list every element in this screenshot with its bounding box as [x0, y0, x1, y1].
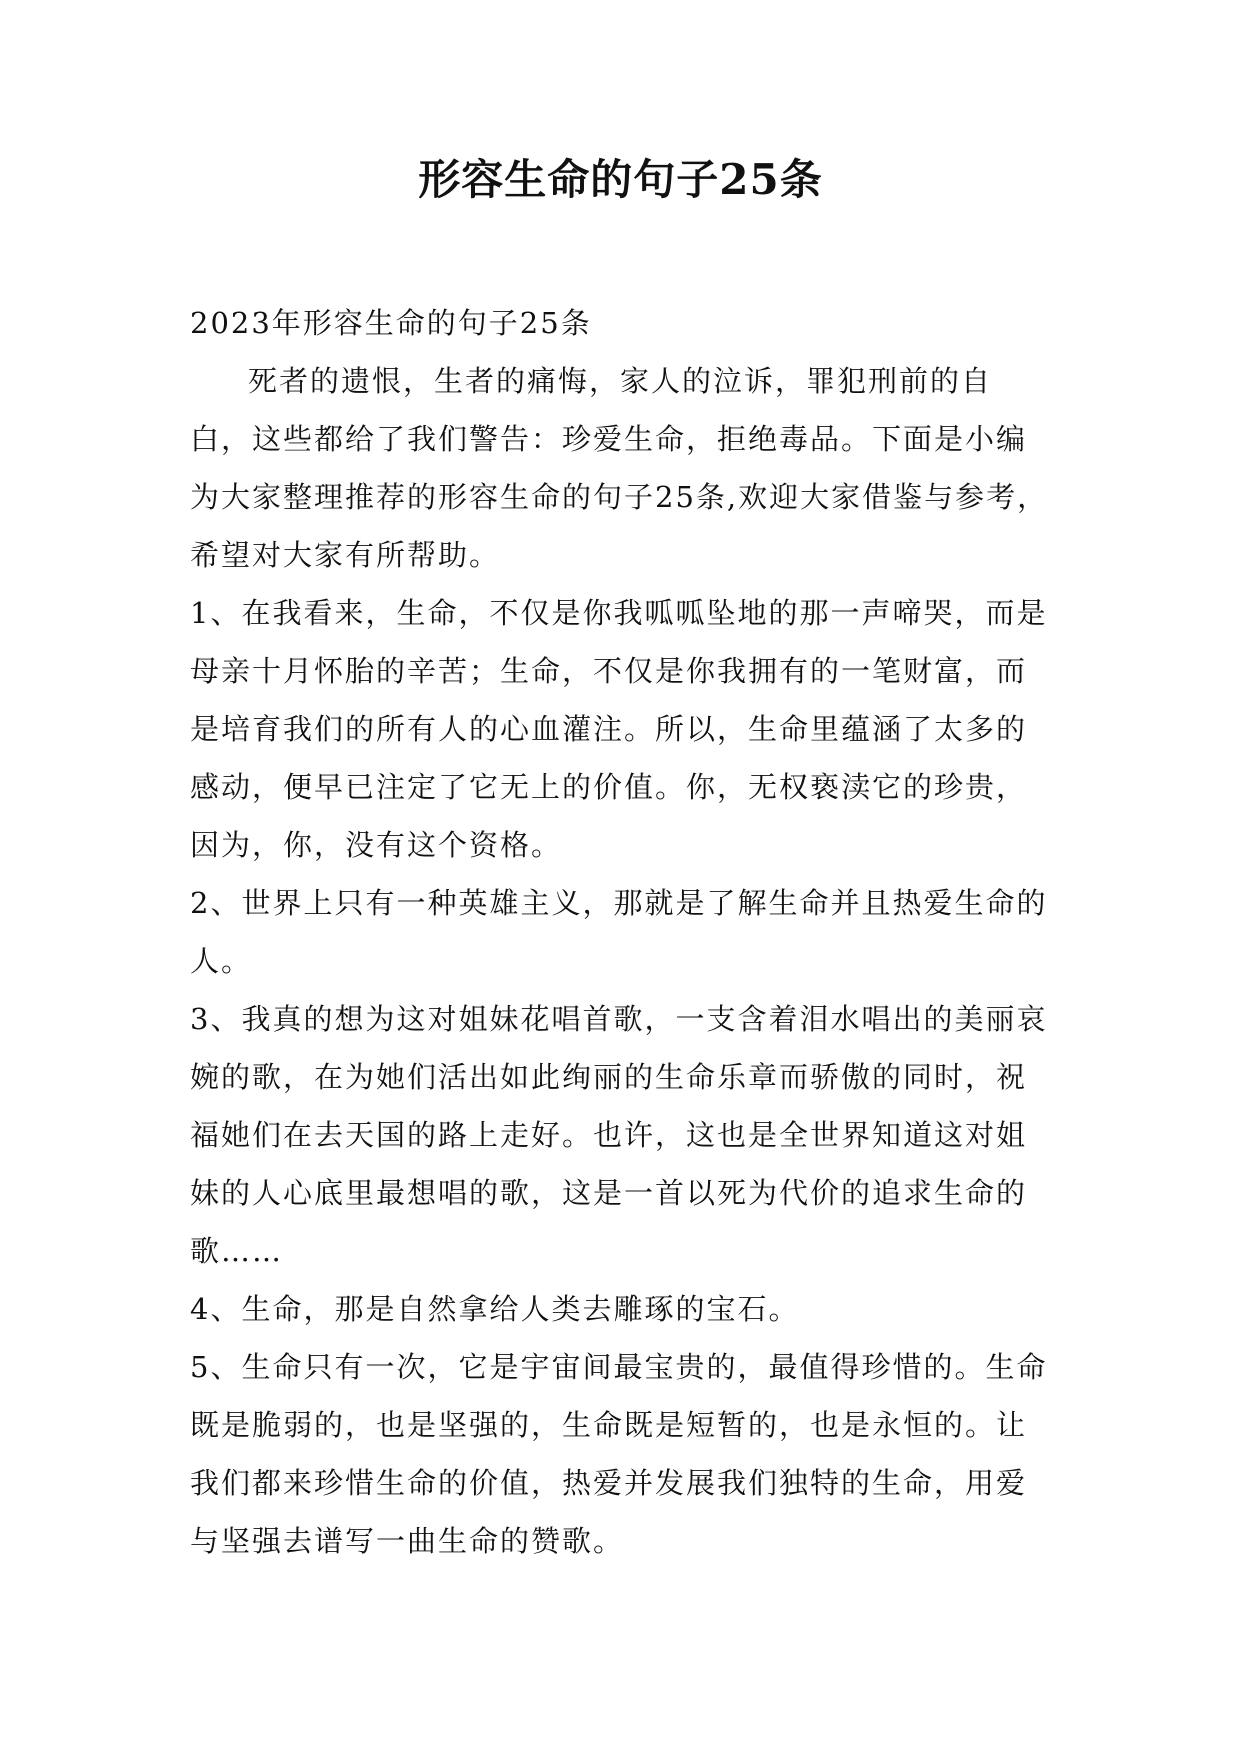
quote-item-4: 4、生命，那是自然拿给人类去雕琢的宝石。	[190, 1292, 800, 1326]
intro-paragraph: 死者的遗恨，生者的痛悔，家人的泣诉，罪犯刑前的自白，这些都给了我们警告：珍爱生命，拒绝毒品。下面是小编为大家整理推荐的形容生命的句子25条,欢迎大家借鉴与参考，希望对大家有所帮助。	[190, 364, 1049, 572]
document-subtitle: 2023年形容生命的句子25条	[190, 306, 592, 340]
document-title: 形容生命的句子25条	[418, 155, 823, 204]
document-body	[190, 294, 1052, 1570]
quote-item-3: 3、我真的想为这对姐妹花唱首歌，一支含着泪水唱出的美丽哀婉的歌，在为她们活出如此绚丽的生命乐章而骄傲的同时，祝福她们在去天国的路上走好。也许，这也是全世界知道这对姐妹的人心底里最想唱的歌，这是一首以死为代价的追求生命的歌……	[190, 1002, 1048, 1268]
quote-item-2: 2、世界上只有一种英雄主义，那就是了解生命并且热爱生命的人。	[190, 886, 1048, 978]
quote-item-5: 5、生命只有一次，它是宇宙间最宝贵的，最值得珍惜的。生命既是脆弱的，也是坚强的，生命既是短暂的，也是永恒的。让我们都来珍惜生命的价值，热爱并发展我们独特的生命，用爱与坚强去谱写一曲生命的赞歌。	[190, 1350, 1048, 1558]
quote-item-1: 1、在我看来，生命，不仅是你我呱呱坠地的那一声啼哭，而是母亲十月怀胎的辛苦；生命，不仅是你我拥有的一笔财富，而是培育我们的所有人的心血灌注。所以，生命里蕴涵了太多的感动，便早已注定了它无上的价值。你，无权亵渎它的珍贵，因为，你，没有这个资格。	[190, 596, 1048, 862]
